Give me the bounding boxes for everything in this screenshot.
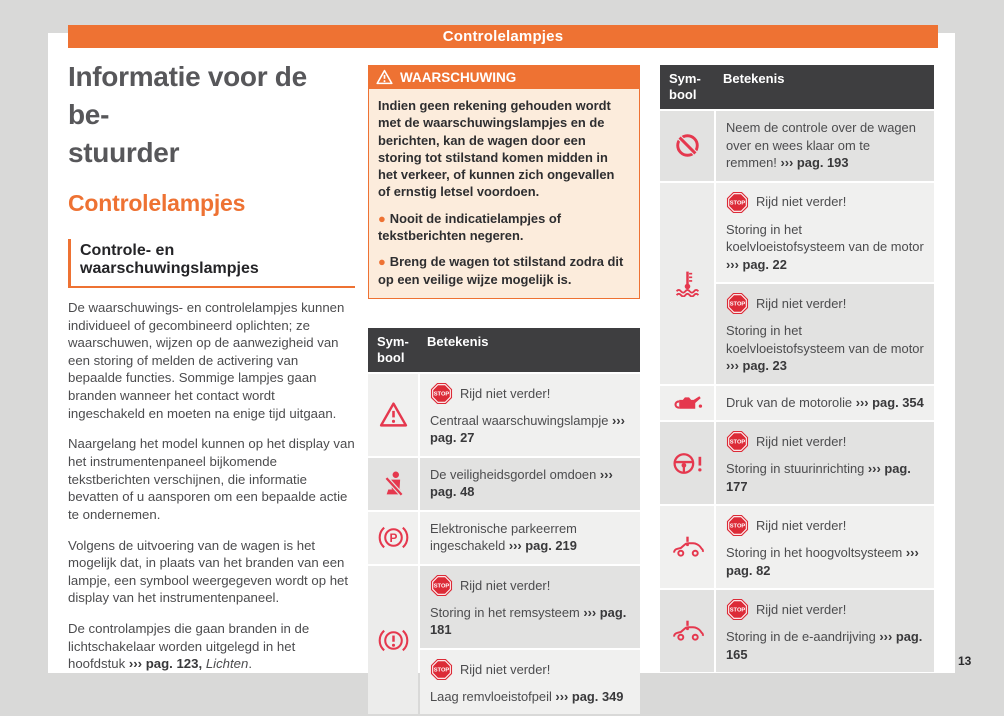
symbol-cell bbox=[660, 386, 714, 421]
meaning-cells bbox=[420, 458, 640, 510]
steering-warning-icon bbox=[671, 451, 704, 476]
table-row bbox=[660, 111, 934, 181]
symbol-cell bbox=[660, 183, 714, 384]
symbol-cell bbox=[660, 422, 714, 504]
intro-column bbox=[68, 58, 355, 686]
table-row bbox=[660, 506, 934, 588]
meaning-cell bbox=[420, 512, 640, 564]
page-reference-link[interactable]: ››› pag. 219 bbox=[508, 538, 577, 554]
subsection-title: Controle- en waarschuwingslampjes bbox=[68, 239, 355, 288]
stop-label: Rijd niet verder! bbox=[756, 517, 847, 533]
right-column bbox=[660, 65, 934, 674]
stop-sign-icon bbox=[726, 292, 749, 315]
column-header-symbol-line1: Sym- bbox=[377, 333, 409, 349]
table-row-group bbox=[660, 183, 934, 384]
stop-sign-icon bbox=[430, 658, 453, 681]
stop-sign-icon bbox=[726, 191, 749, 214]
meaning-text: Laag remvloeistofpeil bbox=[430, 688, 552, 704]
page-reference-link[interactable]: ››› pag. 123, bbox=[128, 656, 203, 672]
stop-sign-icon bbox=[726, 598, 749, 621]
stop-line bbox=[726, 514, 924, 537]
page-reference-link[interactable]: ››› pag. 181 bbox=[430, 604, 627, 638]
meaning-cell bbox=[716, 284, 934, 384]
page-number: 13 bbox=[958, 654, 972, 668]
meaning-cell bbox=[716, 183, 934, 283]
stop-label: Rijd niet verder! bbox=[756, 194, 847, 210]
paragraph: Volgens de uitvoering van de wagen is het mogelijk dat, in plaats van het branden van een lampje, een symbool weergegeven wordt op het display van het instrumentenpaneel. bbox=[68, 537, 349, 606]
stop-label: Rijd niet verder! bbox=[756, 601, 847, 617]
meaning-cell bbox=[420, 374, 640, 456]
warning-triangle-icon bbox=[379, 401, 408, 428]
meaning-text: Druk van de motorolie bbox=[726, 394, 853, 410]
column-header-meaning: Betekenis bbox=[418, 328, 640, 372]
symbol-cell bbox=[368, 374, 418, 456]
table-row bbox=[660, 386, 934, 421]
page-header-title: Controlelampjes bbox=[442, 28, 564, 45]
meaning-cell bbox=[420, 458, 640, 510]
meaning-cells bbox=[716, 183, 934, 384]
warning-text: Indien geen rekening gehouden wordt met de waarschuwingslampjes en de berichten, kan de wagen door een storing tot stilstand komen midden in het verkeer, of kunnen zich ongevallen of ernstig letsel voordoen. bbox=[378, 98, 615, 200]
meaning-cell bbox=[716, 422, 934, 504]
meaning-cells bbox=[716, 386, 934, 421]
symbol-cell bbox=[368, 512, 418, 564]
stop-label: Rijd niet verder! bbox=[460, 577, 551, 593]
page-reference-link[interactable]: ››› pag. 165 bbox=[726, 629, 923, 662]
page-reference-link[interactable]: ››› pag. 349 bbox=[555, 688, 624, 704]
middle-column bbox=[368, 65, 640, 716]
meaning-text: Storing in stuurinrichting bbox=[726, 461, 865, 476]
table-row bbox=[368, 374, 640, 456]
oil-pressure-icon bbox=[672, 391, 703, 414]
bullet-dot: ● bbox=[378, 210, 386, 226]
meaning-cell bbox=[716, 111, 934, 181]
svg-text:STOP: STOP bbox=[729, 200, 746, 207]
meaning-text: Elektronische parkeerrem ingeschakeld bbox=[430, 520, 577, 554]
meaning-text: Centraal waarschuwingslampje bbox=[430, 412, 609, 428]
meaning-text: Storing in het koelvloeistofsysteem van de motor bbox=[726, 221, 924, 254]
table-row bbox=[368, 458, 640, 510]
meaning-text: De veiligheidsgordel omdoen bbox=[430, 466, 597, 482]
stop-sign-icon bbox=[430, 382, 453, 405]
coolant-temperature-icon bbox=[674, 269, 701, 297]
stop-sign-icon bbox=[726, 430, 749, 453]
brake-system-warning-icon bbox=[378, 628, 409, 653]
table-header-row bbox=[368, 328, 640, 372]
meaning-text: Storing in het koelvloeistofsysteem van de motor bbox=[726, 323, 924, 356]
warning-bullet-text: Nooit de indicatielampjes of tekstberichten negeren. bbox=[378, 210, 561, 244]
meaning-text: Storing in het remsysteem bbox=[430, 604, 580, 620]
warning-box-title: WAARSCHUWING bbox=[400, 69, 517, 85]
stop-label: Rijd niet verder! bbox=[756, 433, 847, 449]
meaning-text: Neem de controle over de wagen over en wees klaar om te remmen! bbox=[726, 120, 916, 170]
warning-bullet-text: Breng de wagen tot stilstand zodra dit op een veilige wijze mogelijk is. bbox=[378, 254, 624, 287]
meaning-cells bbox=[716, 506, 934, 588]
warning-bullet bbox=[378, 210, 630, 245]
paragraph: Naargelang het model kunnen op het display van het instrumentenpaneel bijkomende tekstberichten verschijnen, die informatie bevatten of u aansporen om een bepaalde actie te ondernemen. bbox=[68, 436, 355, 522]
table-row-group bbox=[368, 566, 640, 715]
stop-label: Rijd niet verder! bbox=[756, 295, 847, 311]
meaning-cells bbox=[716, 111, 934, 181]
page-reference-link[interactable]: ››› pag. 193 bbox=[780, 155, 849, 170]
table-row bbox=[660, 422, 934, 504]
stop-line bbox=[430, 574, 630, 597]
meaning-cells bbox=[420, 374, 640, 456]
chapter-title bbox=[68, 58, 355, 172]
warning-box-body bbox=[369, 89, 639, 298]
meaning-cell bbox=[716, 386, 934, 421]
column-header-symbol-line1: Sym- bbox=[669, 71, 701, 86]
column-header-meaning: Betekenis bbox=[714, 65, 934, 109]
symbol-cell bbox=[660, 111, 714, 181]
meaning-cells bbox=[716, 590, 934, 672]
column-header-symbol bbox=[660, 65, 714, 109]
column-header-symbol-line2: bool bbox=[377, 349, 405, 365]
meaning-text: Storing in de e-aandrijving bbox=[726, 629, 876, 644]
chapter-title-line1: Informatie voor de be- bbox=[68, 61, 307, 130]
meaning-cell bbox=[420, 566, 640, 648]
meaning-cells bbox=[420, 566, 640, 715]
stop-label: Rijd niet verder! bbox=[460, 661, 551, 677]
chapter-reference-name: Lichten bbox=[205, 656, 249, 672]
symbol-cell bbox=[660, 506, 714, 588]
meaning-cell bbox=[716, 506, 934, 588]
page-reference-link[interactable]: ››› pag. 23 bbox=[726, 358, 787, 373]
stop-line bbox=[430, 658, 630, 681]
warning-bullet bbox=[378, 253, 630, 288]
parking-brake-icon bbox=[378, 525, 409, 550]
stop-line bbox=[726, 292, 924, 315]
svg-text:STOP: STOP bbox=[433, 391, 450, 398]
stop-line bbox=[726, 598, 924, 621]
table-row bbox=[368, 512, 640, 564]
high-voltage-warning-icon bbox=[671, 534, 704, 560]
stop-sign-icon bbox=[430, 574, 453, 597]
svg-text:STOP: STOP bbox=[729, 523, 746, 530]
steering-takeover-icon bbox=[674, 132, 701, 159]
svg-text:P: P bbox=[389, 531, 397, 546]
page-header-bar bbox=[68, 25, 938, 48]
warning-lights-table-left bbox=[368, 328, 640, 715]
e-drive-warning-icon bbox=[671, 618, 704, 644]
symbol-cell bbox=[660, 590, 714, 672]
meaning-text: Storing in het hoogvoltsysteem bbox=[726, 545, 903, 560]
page-reference-link[interactable]: ››› pag. 177 bbox=[726, 461, 911, 494]
svg-text:STOP: STOP bbox=[729, 301, 746, 308]
meaning-cells bbox=[420, 512, 640, 564]
paragraph-text: De controlampjes die gaan branden in de lichtschakelaar worden uitgelegd in het hoofdstuk bbox=[68, 621, 310, 672]
warning-box-header bbox=[368, 65, 640, 89]
meaning-cells bbox=[716, 422, 934, 504]
paragraph bbox=[68, 620, 355, 673]
page-reference-link[interactable]: ››› pag. 27 bbox=[430, 412, 625, 446]
section-title: Controlelampjes bbox=[68, 190, 246, 216]
symbol-cell bbox=[368, 458, 418, 510]
symbol-cell bbox=[368, 566, 418, 715]
page-reference-link[interactable]: ››› pag. 48 bbox=[430, 466, 613, 500]
stop-line bbox=[726, 430, 924, 453]
svg-text:STOP: STOP bbox=[433, 583, 450, 590]
warning-triangle-icon bbox=[376, 69, 393, 85]
seatbelt-icon bbox=[381, 470, 406, 497]
svg-text:STOP: STOP bbox=[433, 667, 450, 674]
page-reference-link[interactable]: ››› pag. 22 bbox=[726, 256, 787, 272]
warning-lights-table-right bbox=[660, 65, 934, 672]
table-row bbox=[660, 590, 934, 672]
svg-text:STOP: STOP bbox=[729, 439, 746, 446]
page-reference-link[interactable]: ››› pag. 82 bbox=[726, 545, 919, 578]
warning-box bbox=[368, 65, 640, 299]
page-reference-link[interactable]: ››› pag. 354 bbox=[855, 394, 924, 410]
stop-line bbox=[726, 191, 924, 214]
stop-line bbox=[430, 382, 630, 405]
chapter-title-line2: stuurder bbox=[68, 137, 180, 168]
stop-sign-icon bbox=[726, 514, 749, 537]
stop-label: Rijd niet verder! bbox=[460, 385, 551, 401]
table-header-row bbox=[660, 65, 934, 109]
svg-text:STOP: STOP bbox=[729, 607, 746, 614]
paragraph-period: . bbox=[248, 656, 253, 672]
column-header-symbol-line2: bool bbox=[669, 87, 697, 102]
meaning-cell bbox=[716, 590, 934, 672]
bullet-dot: ● bbox=[378, 254, 386, 270]
paragraph: De waarschuwings- en controlelampjes kunnen individueel of gecombineerd oplichten; ze waarschuwen, wijzen op de aanwezigheid van een storing of melden de activering van bepaalde functies. Sommige lampjes gaan branden wanneer het contact wordt ingeschakeld en moeten na enige tijd uitgaan. bbox=[68, 300, 345, 421]
meaning-cell bbox=[420, 650, 640, 715]
column-header-symbol bbox=[368, 328, 418, 372]
